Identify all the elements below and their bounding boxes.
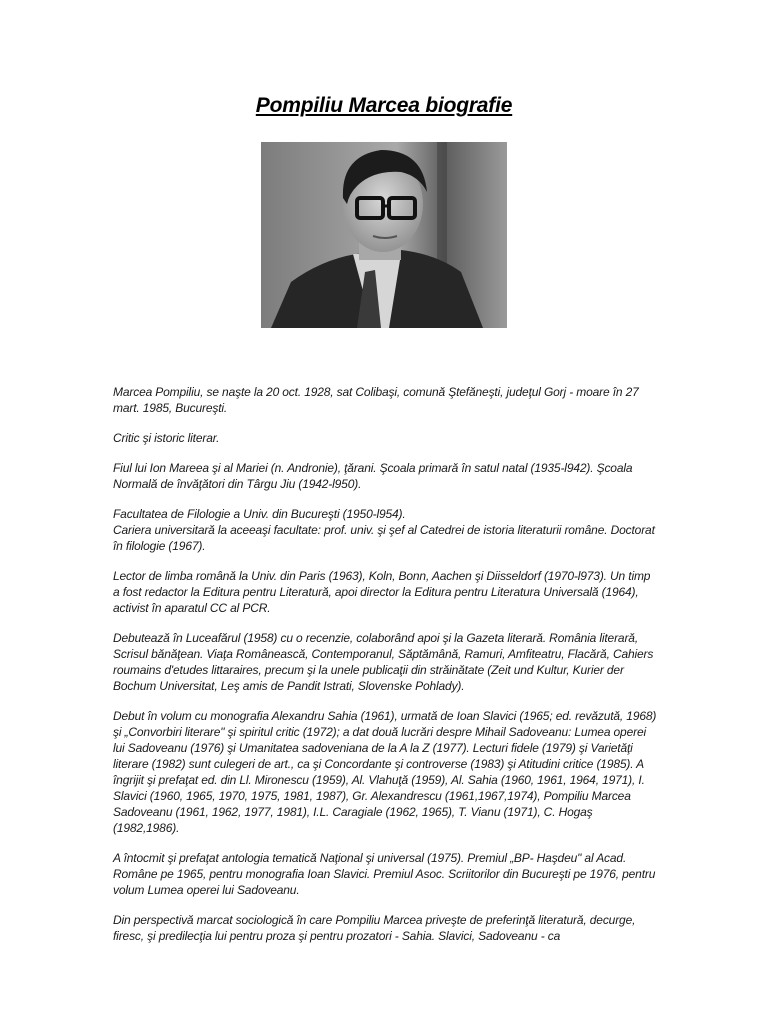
paragraph-family-education: Fiul lui Ion Mareea şi al Mariei (n. Andronie), ţărani. Şcoala primară în satul natal (1935-l942). Şcoala Normală de învăţători din Târgu Jiu (1942-l950). (113, 461, 633, 491)
paragraph-birth: Marcea Pompiliu, se naşte la 20 oct. 1928, sat Colibaşi, comună Ştefăneşti, judeţul Gorj - moare în 27 mart. 1985, Bucureşti. (113, 385, 639, 415)
paragraph-perspective: Din perspectivă marcat sociologică în care Pompiliu Marcea priveşte de preferinţă literatură, decurge, firesc, şi predilecţia lui pentru proza şi pentru prozatori - Sahia. Slavici, Sadoveanu - ca (113, 913, 636, 943)
paragraph-debut-press: Debutează în Luceafărul (1958) cu o recenzie, colaborând apoi şi la Gazeta literară. România literară, Scrisul bănăţean. Viaţa Românească, Contemporanul, Săptămână, Ramuri, Amfiteatru, Flacără, Cahiers roumains d'etudes littaraires, precum şi la unele publicaţii din străinătate (Zeit und Kultur, Kurier der Bochum Universitat, Leş amis de Pandit Istrati, Slovenske Pohlady). (113, 631, 654, 693)
portrait-photo (261, 142, 507, 328)
paragraph-career: Cariera universitară la aceeaşi facultate: prof. univ. şi şef al Catedrei de istoria literaturii române. Doctorat în filologie (1967). (113, 523, 655, 553)
paragraph-faculty: Facultatea de Filologie a Univ. din Bucureşti (1950-l954). (113, 507, 406, 521)
biography-text (113, 384, 658, 958)
paragraph-profession: Critic şi istoric literar. (113, 431, 220, 445)
paragraph-anthology-awards: A întocmit şi prefaţat antologia tematică Naţional şi universal (1975). Premiul „BP- Haşdeu" al Acad. Române pe 1965, pentru monografia Ioan Slavici. Premiul Asoc. Scriitorilor din Bucureşti pe 1976, pentru volum Lumea operei lui Sadoveanu. (113, 851, 656, 897)
page-title: Pompiliu Marcea biografie (255, 94, 513, 117)
paragraph-lecturer: Lector de limba română la Univ. din Paris (1963), Koln, Bonn, Aachen şi Diisseldorf (1970-l973). Un timp a fost redactor la Editura pentru Literatură, apoi director la Editura pentru Literatura Universală (1964), activist în aparatul CC al PCR. (113, 569, 651, 615)
paragraph-debut-volume: Debut în volum cu monografia Alexandru Sahia (1961), urmată de Ioan Slavici (1965; ed. revăzută, 1968) şi „Convorbiri literare" şi spiritul critic (1972); a dat două lucrări despre Mihail Sadoveanu: Lumea operei lui Sadoveanu (1976) şi Umanitatea sadoveniana de la A la Z (1977). Lecturi fidele (1979) şi Varietăţi literare (1982) sunt culegeri de art., ca şi Concordante şi controverse (1983) şi Atitudini critice (1985). A îngrijit şi prefaţat ed. din Ll. Mironescu (1959), Al. Vlahuţă (1959), Al. Sahia (1960, 1961, 1964, 1971), I. Slavici (1960, 1965, 1970, 1975, 1981, 1987), Gr. Alexandrescu (1961,1967,1974), Pompiliu Marcea Sadoveanu (1961, 1962, 1977, 1981), I.L. Caragiale (1962, 1965), T. Vianu (1971), C. Hogaş (1982,1986). (113, 709, 657, 835)
